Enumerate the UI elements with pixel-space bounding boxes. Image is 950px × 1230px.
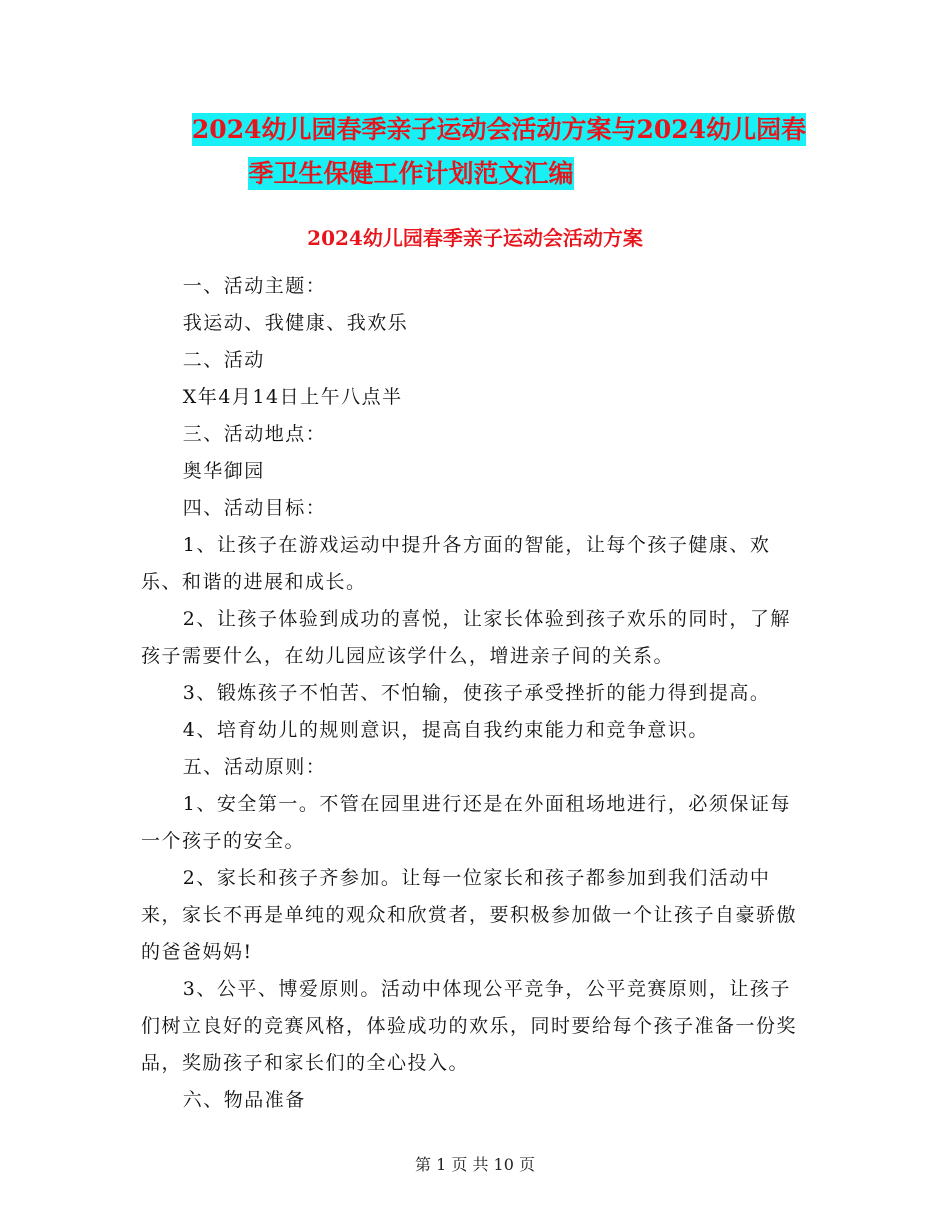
paragraph: X年4月14日上午八点半 xyxy=(182,386,403,408)
paragraph: 1、安全第一。不管在园里进行还是在外面租场地进行，必须保证每一个孩子的安全。 xyxy=(141,793,791,852)
document-title-line-2 xyxy=(0,152,822,196)
paragraph: 2、家长和孩子齐参加。让每一位家长和孩子都参加到我们活动中来，家长不再是单纯的观众和欣赏者，要积极参加做一个让孩子自豪骄傲的爸爸妈妈! xyxy=(141,867,798,963)
paragraph: 1、让孩子在游戏运动中提升各方面的智能，让每个孩子健康、欢乐、和谐的进展和成长。 xyxy=(141,534,771,593)
paragraph: 六、物品准备 xyxy=(182,1089,306,1111)
paragraph: 二、活动 xyxy=(182,349,265,371)
paragraph: 一、活动主题： xyxy=(182,275,327,297)
title-highlight-2: 季卫生保健工作计划范文汇编 xyxy=(248,159,574,188)
paragraph: 五、活动原则： xyxy=(182,756,327,778)
document-title-line-1 xyxy=(0,108,950,152)
paragraph: 四、活动目标： xyxy=(182,497,327,519)
paragraph: 3、公平、博爱原则。活动中体现公平竞争，公平竞赛原则，让孩子们树立良好的竞赛风格，体验成功的欢乐，同时要给每个孩子准备一份奖品，奖励孩子和家长们的全心投入。 xyxy=(141,978,798,1074)
paragraph: 我运动、我健康、我欢乐 xyxy=(182,312,409,334)
paragraph: 奥华御园 xyxy=(182,460,265,482)
section-title: 2024幼儿园春季亲子运动会活动方案 xyxy=(307,226,643,250)
document-body xyxy=(141,268,811,1119)
paragraph: 3、锻炼孩子不怕苦、不怕输，使孩子承受挫折的能力得到提高。 xyxy=(182,682,771,704)
page-footer: 第 1 页 共 10 页 xyxy=(415,1155,535,1174)
paragraph: 4、培育幼儿的规则意识，提高自我约束能力和竞争意识。 xyxy=(182,719,709,741)
title-highlight-1: 2024幼儿园春季亲子运动会活动方案与2024幼儿园春 xyxy=(191,115,807,144)
paragraph: 2、让孩子体验到成功的喜悦，让家长体验到孩子欢乐的同时，了解孩子需要什么，在幼儿园应该学什么，增进亲子间的关系。 xyxy=(141,608,791,667)
paragraph: 三、活动地点： xyxy=(182,423,327,445)
